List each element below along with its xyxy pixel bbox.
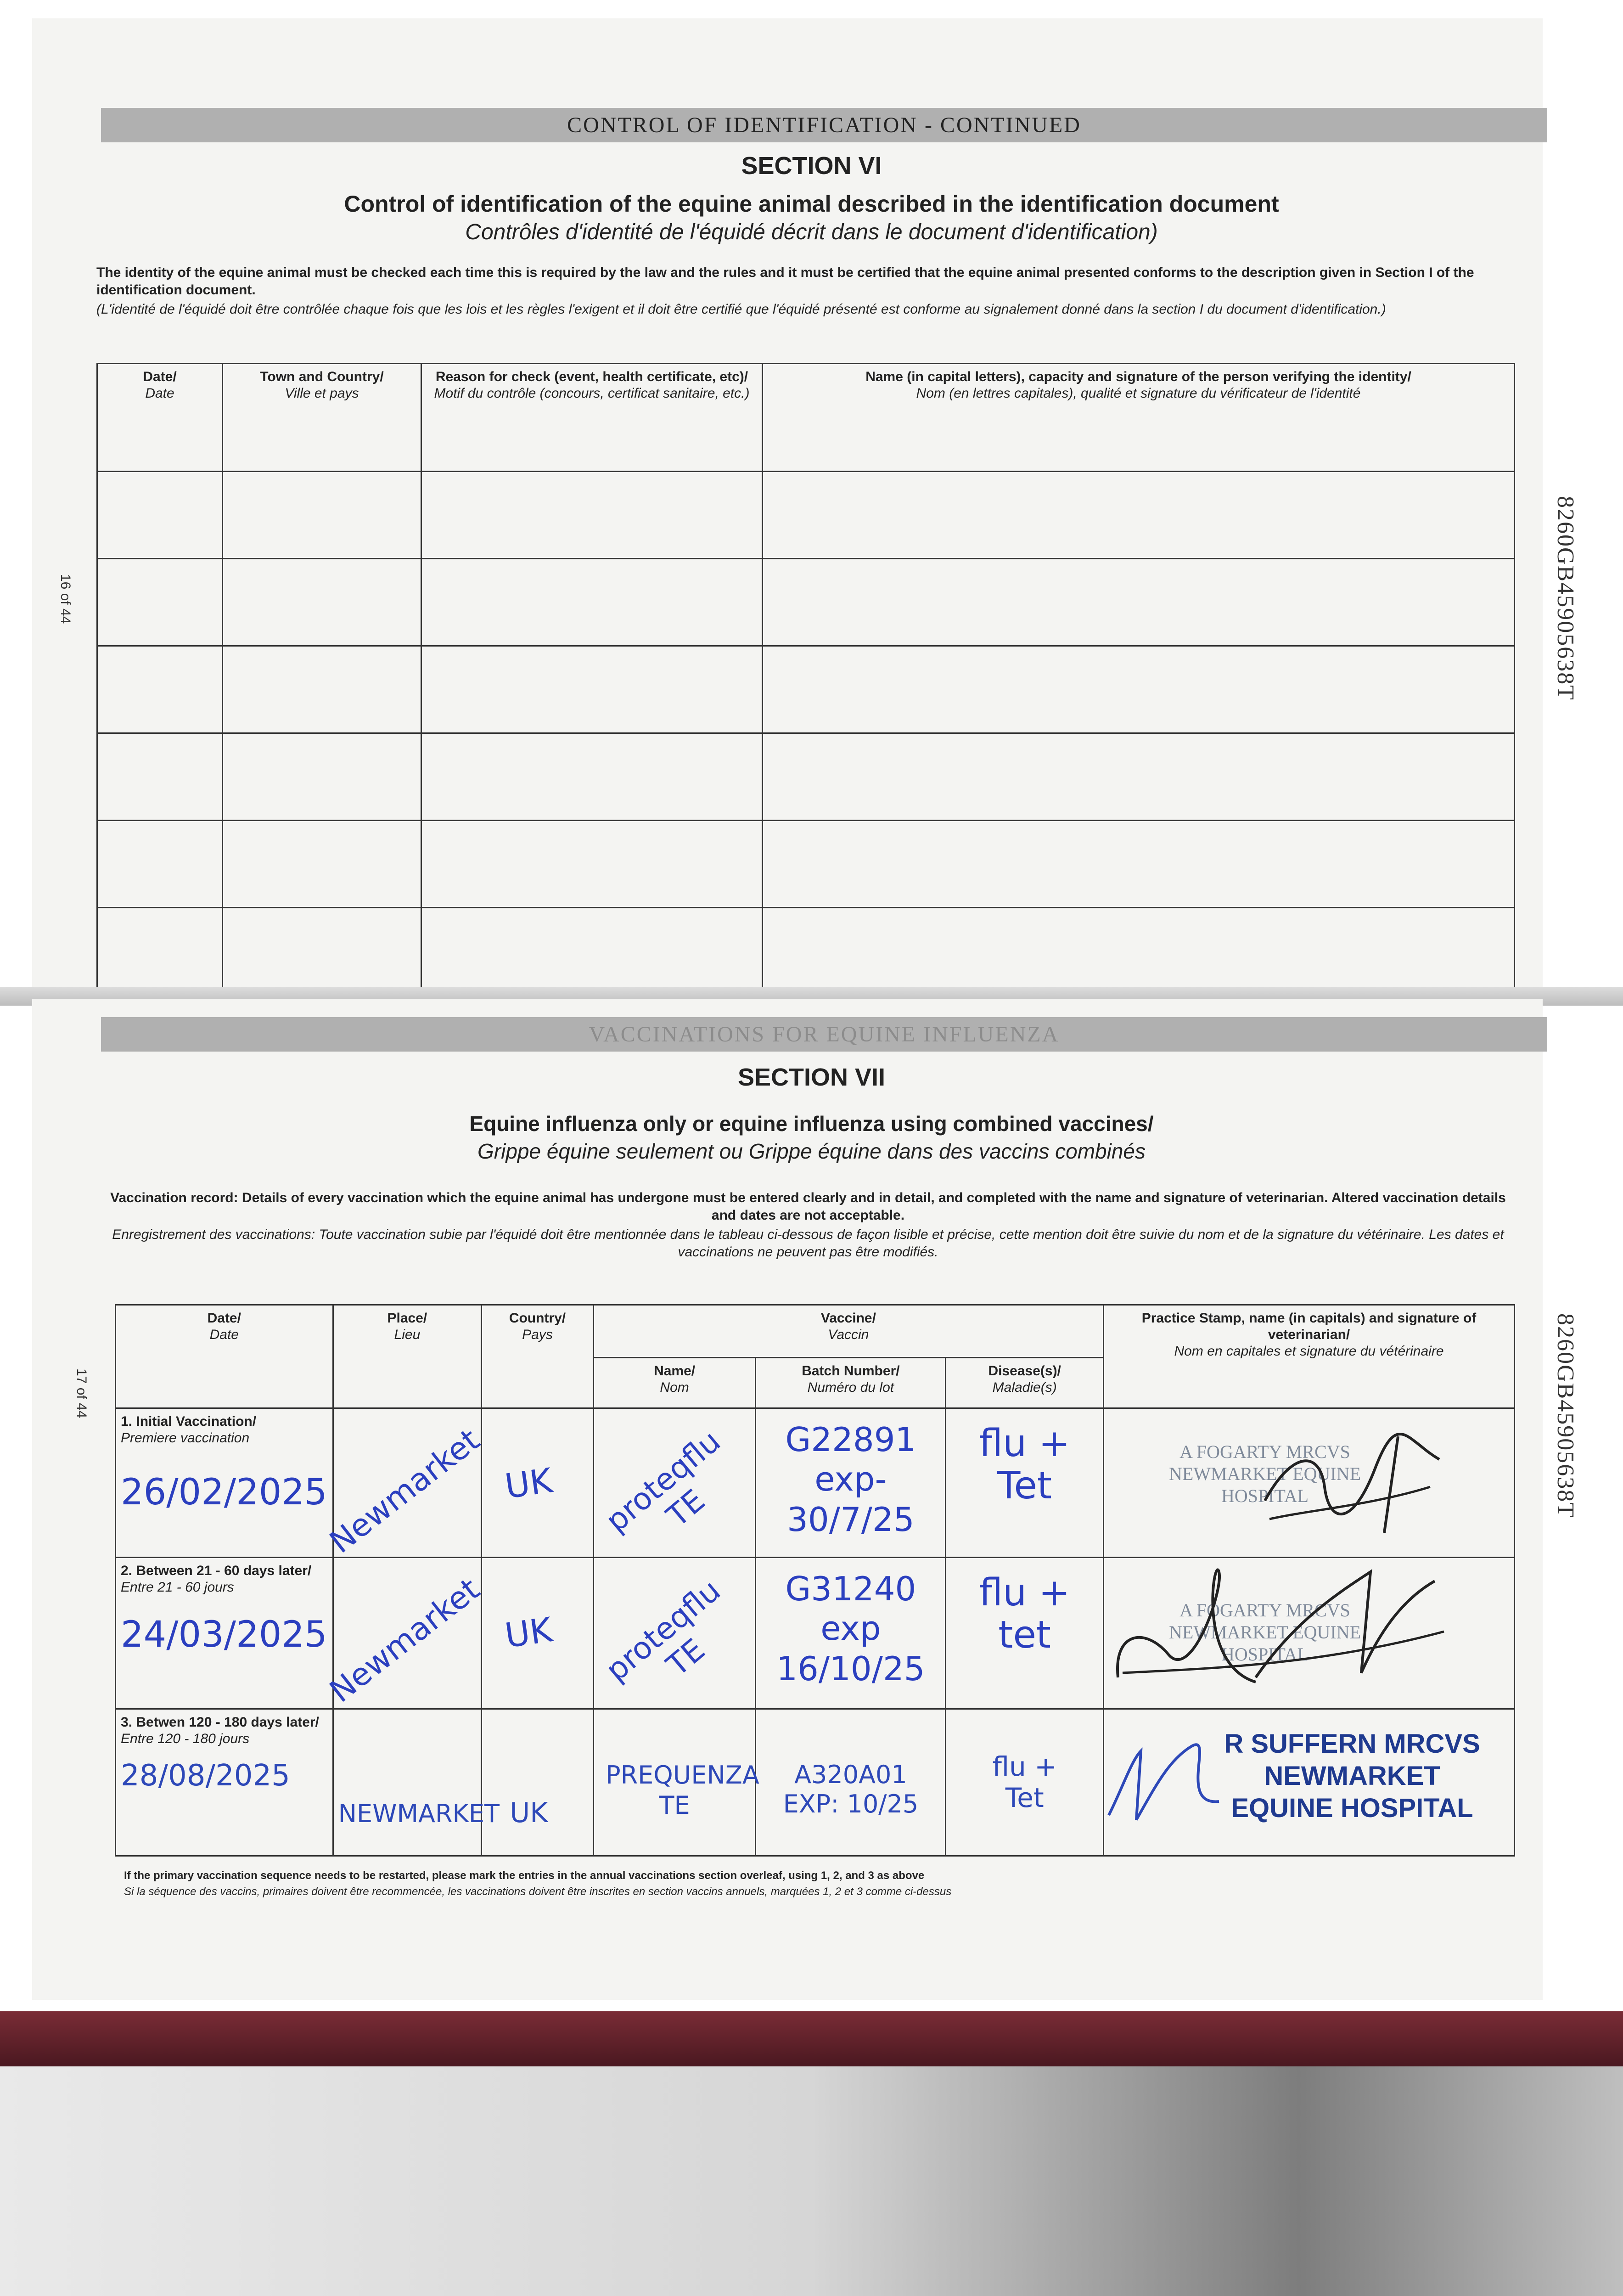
row-label: 2. Between 21 - 60 days later/ <box>121 1563 312 1578</box>
table-row <box>97 733 1515 821</box>
country-text: UK <box>502 1461 555 1507</box>
batch-number: G22891 <box>785 1420 916 1459</box>
section6-label: SECTION VI <box>741 152 882 180</box>
vaccination-date: 24/03/2025 <box>121 1614 327 1655</box>
vaccination-row <box>116 1709 1515 1856</box>
practice-stamp-cell <box>1104 1558 1515 1709</box>
row-label-fr: Entre 21 - 60 jours <box>121 1580 234 1595</box>
section7-label: SECTION VII <box>737 1064 886 1091</box>
scan-background <box>0 2066 1623 2296</box>
header-town: Town and Country/ Ville et pays <box>223 364 421 472</box>
place-cell <box>333 1709 500 1856</box>
header-date: Date/ Date <box>97 364 223 472</box>
table-row <box>97 646 1515 733</box>
row-label-fr: Premiere vaccination <box>121 1430 250 1446</box>
vaccination-date: 26/02/2025 <box>121 1472 327 1513</box>
header-date: Date/ Date <box>116 1305 333 1408</box>
vaccination-table <box>115 1304 1515 1857</box>
side-code-16: 8260GB45905638T <box>1552 496 1578 701</box>
place-text: Newmarket <box>323 1422 487 1561</box>
header-country: Country/ Pays <box>482 1305 594 1408</box>
place-text: Newmarket <box>323 1571 487 1710</box>
vet-signature <box>1256 1432 1449 1537</box>
book-binding <box>0 2011 1623 2066</box>
disease-cell <box>946 1558 1104 1709</box>
country-text: UK <box>502 1610 555 1656</box>
row-label-fr: Entre 120 - 180 jours <box>121 1731 250 1746</box>
header-batch: Batch Number/ Numéro du lot <box>756 1358 946 1408</box>
header-vaccine-name: Name/ Nom <box>593 1358 756 1408</box>
footnote-fr: Si la séquence des vaccins, primaires doivent être recommencée, les vaccinations doivent être inscrites en section vaccins annuels, marquées 1, 2 et 3 comme ci-dessus <box>124 1885 952 1898</box>
disease-cell <box>946 1709 1104 1856</box>
header-place: Place/ Lieu <box>333 1305 482 1408</box>
vaccine-name-text: proteqflu TE <box>599 1572 727 1688</box>
section7-record-fr: Enregistrement des vaccinations: Toute vaccination subie par l'équidé doit être mentionnée dans le tableau ci-dessous de façon lisible et précise, cette mention doit être suivie du nom et de la signature du vétérinaire. Les dates et vaccinations ne peuvent pas être modifiés. <box>112 1227 1504 1260</box>
row-date-cell <box>116 1709 333 1856</box>
header-reason: Reason for check (event, health certificate, etc)/ Motif du contrôle (concours, certificat sanitaire, etc.) <box>421 364 763 472</box>
practice-stamp: A FOGARTY MRCVS NEWMARKET EQUINE HOSPITAL <box>1169 1441 1361 1506</box>
section7-banner: VACCINATIONS FOR EQUINE INFLUENZA <box>101 1017 1547 1052</box>
section7-title: Equine influenza only or equine influenza using combined vaccines/ <box>469 1112 1154 1136</box>
header-practice-stamp: Practice Stamp, name (in capitals) and signature of veterinarian/ Nom en capitales et signature du vétérinaire <box>1104 1305 1515 1408</box>
table-row <box>97 559 1515 646</box>
vet-signature <box>1104 1563 1462 1700</box>
table-row <box>97 821 1515 908</box>
batch-number: G31240 <box>785 1570 916 1608</box>
identity-check-table <box>96 363 1515 998</box>
row-label: 3. Betwen 120 - 180 days later/ <box>121 1715 319 1730</box>
page-number-17: 17 of 44 <box>74 1368 89 1418</box>
vaccination-row <box>116 1558 1515 1709</box>
header-verifier: Name (in capital letters), capacity and signature of the person verifying the identity/ Nom (en lettres capitales), qualité et signature du vérificateur de l'identité <box>763 364 1515 472</box>
batch-expiry: exp 16/10/25 <box>776 1609 925 1688</box>
header-disease: Disease(s)/ Maladie(s) <box>946 1358 1104 1408</box>
practice-stamp-cell <box>1104 1709 1515 1856</box>
vaccination-date: 28/08/2025 <box>121 1759 290 1793</box>
batch-cell <box>756 1558 946 1709</box>
stamp-line-3: EQUINE HOSPITAL <box>1231 1793 1473 1823</box>
vaccine-name-cell <box>593 1709 759 1856</box>
section6-instructions-fr: (L'identité de l'équidé doit être contrôlée chaque fois que les lois et les règles l'exigent et il doit être certifié que l'équidé présenté est conforme au signalement donné dans la section I du document d'identification.) <box>96 302 1386 317</box>
section6-instructions-en: The identity of the equine animal must be checked each time this is required by the law and the rules and it must be certified that the equine animal presented conforms to the description given in Section I of the identification document. <box>96 265 1474 298</box>
vaccine-name-cell <box>593 1408 756 1558</box>
batch-cell <box>756 1709 946 1856</box>
section7-subtitle: Grippe équine seulement ou Grippe équine dans des vaccins combinés <box>477 1139 1146 1163</box>
footnote-en: If the primary vaccination sequence needs to be restarted, please mark the entries in the annual vaccinations section overleaf, using 1, 2, and 3 as above <box>124 1869 925 1882</box>
table-row <box>97 908 1515 997</box>
section6-title: Control of identification of the equine animal described in the identification document <box>344 191 1279 217</box>
page-number-16: 16 of 44 <box>58 574 73 624</box>
header-vaccine: Vaccine/ Vaccin <box>593 1305 1103 1358</box>
table-row <box>97 472 1515 559</box>
place-cell <box>323 1558 487 1710</box>
batch-cell <box>756 1408 946 1558</box>
place-text: NEWMARKET <box>338 1799 500 1828</box>
practice-stamp-cell <box>1104 1408 1515 1558</box>
row-date-cell <box>116 1408 333 1558</box>
batch-expiry: exp- 30/7/25 <box>787 1460 915 1539</box>
row-label: 1. Initial Vaccination/ <box>121 1414 257 1429</box>
batch-number: A320A01 <box>794 1760 907 1789</box>
vaccine-name-text: proteqflu TE <box>599 1423 727 1539</box>
stamp-line-1: R SUFFERN MRCVS <box>1224 1729 1480 1759</box>
country-cell <box>482 1408 594 1558</box>
vaccination-row <box>116 1408 1515 1558</box>
disease-text: flu + Tet <box>979 1422 1070 1508</box>
side-code-17: 8260GB45905638T <box>1552 1313 1578 1518</box>
vaccine-name-text: PREQUENZA TE <box>606 1761 759 1820</box>
row-date-cell <box>116 1558 333 1709</box>
disease-text: flu + Tet <box>992 1751 1057 1813</box>
section6-banner: CONTROL OF IDENTIFICATION - CONTINUED <box>101 108 1547 142</box>
country-cell <box>482 1558 594 1709</box>
country-text: UK <box>510 1797 548 1829</box>
country-cell <box>482 1709 594 1856</box>
section6-subtitle: Contrôles d'identité de l'équidé décrit dans le document d'identification) <box>465 220 1158 244</box>
vaccine-name-cell <box>593 1558 756 1709</box>
disease-text: flu + tet <box>979 1571 1070 1657</box>
batch-expiry: EXP: 10/25 <box>783 1790 919 1818</box>
practice-stamp <box>1196 1728 1508 1824</box>
practice-stamp: A FOGARTY MRCVS NEWMARKET EQUINE HOSPITAL <box>1169 1600 1361 1665</box>
stamp-line-2: NEWMARKET <box>1264 1761 1440 1791</box>
section7-record-en: Vaccination record: Details of every vaccination which the equine animal has undergone must be entered clearly and in detail, and completed with the name and signature of veterinarian. Altered vaccination details and dates are not acceptable. <box>110 1190 1506 1223</box>
place-cell <box>323 1408 487 1561</box>
disease-cell <box>946 1408 1104 1558</box>
